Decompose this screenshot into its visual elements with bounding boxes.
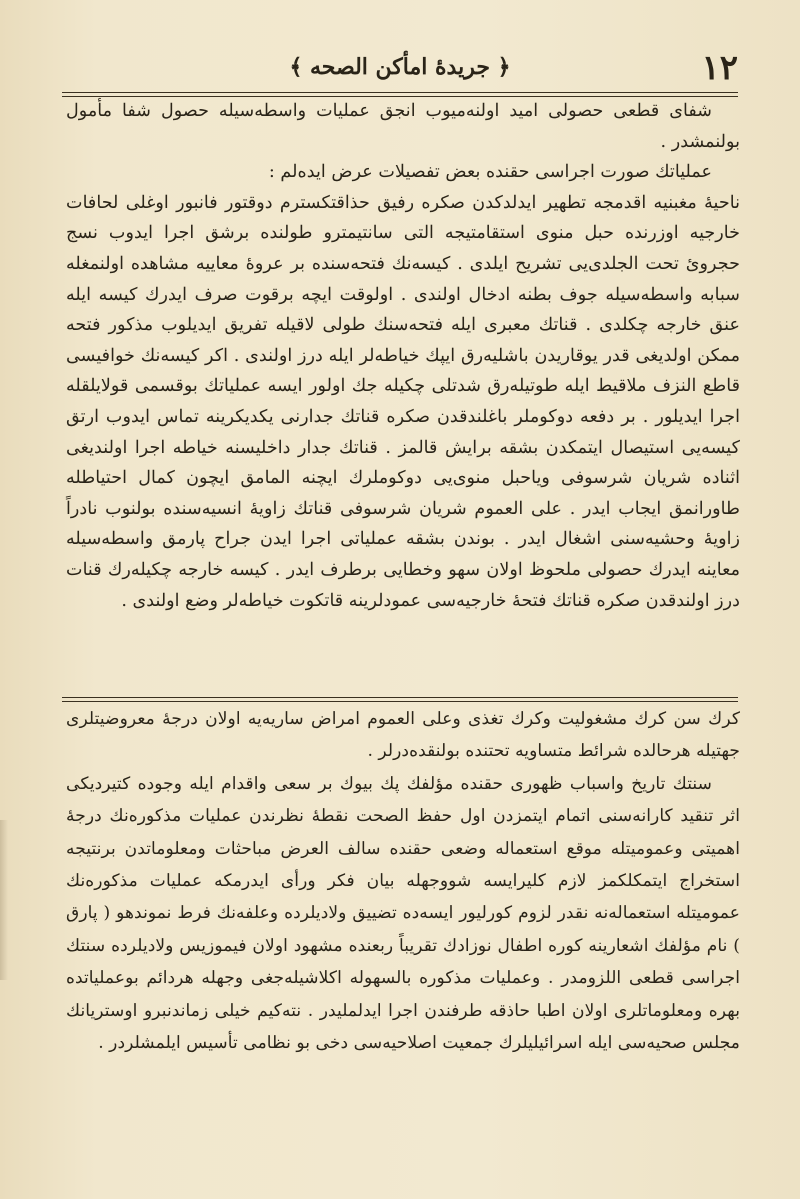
paragraph-4: کرك سن کرك مشغولیت وکرك تغذی وعلی العموم امراض ساریه‌یه اولان درجهٔ معروضیتلری جهتیله هرحالده شرائط متساویه تحتنده بولنقده‌درلر . (66, 709, 740, 762)
paragraph-1: شفای قطعی حصولی امید اولنه‌میوب انجق عملیات واسطه‌سیله حصول شفا مأمول بولنمشدر . (66, 101, 740, 152)
page-number: ١٢ (701, 48, 738, 88)
paragraph-2: عملیاتك صورت اجراسی حقنده بعض تفصیلات عرض ایده‌لم : (268, 162, 712, 183)
section-divider (62, 697, 738, 698)
header-rule (62, 92, 738, 93)
running-title: ﴿ جريدهٔ امأكن الصحه ﴾ (289, 54, 511, 80)
page-edge-stain (0, 820, 8, 980)
section-1 (66, 96, 740, 616)
page-header (60, 48, 740, 92)
section-2 (66, 703, 740, 1059)
paragraph-3: ناحیهٔ مغبنیه اقدمجه تطهیر ایدلدکدن صکره رفیق حذاقتکسترم دوقتور فانبور اوغلی لحافات خارجیه اوزرنده حبل منوی استقامتیجه التی سانتیمترو طولنده برشق اجرا ایدوب نسج حجروئ تحت الجلدی‌یی تشریح ایلدی . کیسه‌نك فتحه‌سنده بر عروهٔ معاییه مشاهده اولنمغله سبابه واسطه‌سیله جوف بطنه ادخال اولندی . اولوقت ایچه برقوت صرف ایدرك کیسه ایله عنق خارجه چکلدی . قناتك معبری ایله فتحه‌سنك طولی لاقیله تفریق ایدیلوب مذکور فتحه ممکن اولدیغی قدر یوقاریدن باشلیه‌رق ایپك خیاطه‌لر ایله درز اولندی . اکر کیسه‌نك خوافیسی قاطع النزف ملاقیط ایله طوتیله‌رق شدتلی چکیله جك اولور ایسه عملیاتك بوقسمی قولایلقله اجرا ایدیلور . بر دفعه دوکوملر باغلندقدن صکره قناتك جدارنی یکدیکرینه تماس ایدوب ارتق کیسه‌یی استیصال ایتمکدن بشقه برایش قالمز . قناتك جدار داخلیسنه خیاطه اجرا اولندیغی اثناده شریان شرسوفی ویاحبل منوی‌یی دوکوملرك ایچنه المامق ایچون کمال احتیاطله طاورانمق ایجاب ایدر . علی العموم شریان شرسوفی قناتك زاویهٔ انسیه‌سنده بولنوب نادراً زاویهٔ وحشیه‌سنی اشغال ایدر . بوندن بشقه عملیاتی اجرا ایدن جراح پارمق واسطه‌سیله معاینه ایدرك حصولی ملحوظ اولان سهو وخطایی برطرف ایدر . کیسه خارجه چکیله‌رك قنات درز اولندقدن صکره قناتك فتحهٔ خارجیه‌سی عمودلرینه قاتکوت خیاطه‌لر وضع اولندی . (66, 192, 740, 611)
paragraph-5: سنتك تاریخ واسباب ظهوری حقنده مؤلفك پك بیوك بر سعی واقدام ایله وجوده کتیردیکی اثر تنقید کارانه‌سنی اتمام ایتمزدن اول حفظ الصحت نقطهٔ نظرندن عملیات مذکوره‌نك درجهٔ اهمیتی وعمومیتله موقع استعماله وضعی حقنده سالف العرض مباحثات ومعلوماتدن برنتیجه استخراج ایتمکلکمز لازم کلیرایسه شووجهله بیان فکر ورأی ایدرمکه عملیات مذکوره‌نك عمومیتله استعماله‌نه نقدر لزوم کورلیور ایسه‌ده تضییق ولادیلرده وعلفه‌نك فرط نموندهو ( پارق ) نام مؤلفك اشعارینه کوره اطفال نوزادك تقریباً ربعنده مشهود اولان فیموزیس ولادیلرده سنتك اجراسی قطعی اللزومدر . وعملیات مذکوره بالسهوله اکلاشیله‌جغی وجهله هردائم بوعملیاتده بهره ومعلوماتلری اولان اطبا حاذقه طرفندن اجرا ایدلملیدر . نته‌کیم خیلی زماندنبرو اوستریانك مجلس صحیه‌سی ایله اسرائیلیلرك جمعیت اصلاحیه‌سی دخی بو نظامی تأسیس ایلمشلردر . (66, 773, 740, 1054)
